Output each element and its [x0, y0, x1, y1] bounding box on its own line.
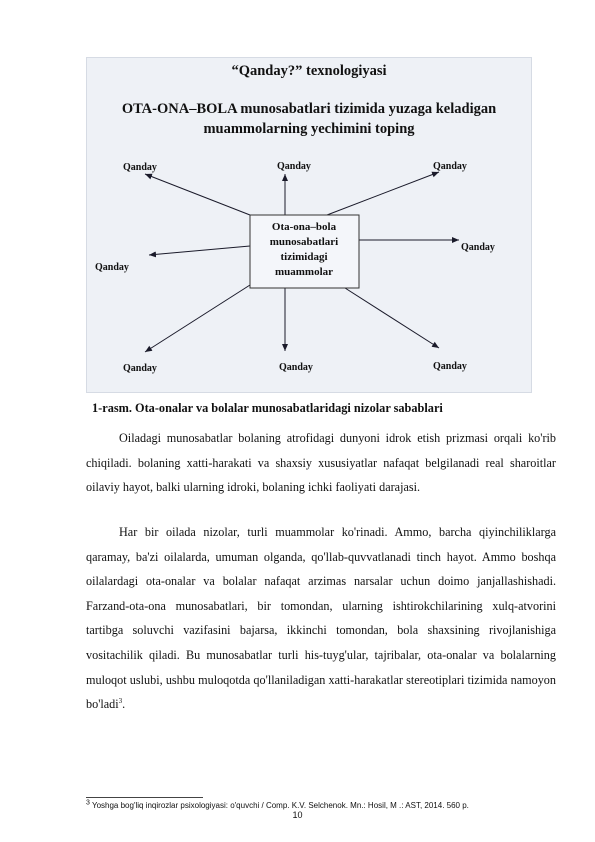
- footnote-divider: [86, 797, 203, 798]
- footnote: [86, 801, 469, 810]
- center-box-line2: munosabatlari: [269, 236, 339, 248]
- paragraph-2: [86, 520, 556, 717]
- spoke-label-left: Qanday: [95, 262, 129, 273]
- footnote-text: Yoshga bog'liq inqirozlar psixologiyasi: o'quvchi / Comp. K.V. Selchenok. Mn.: Hosil, M .: AST, 2014. 560 p.: [89, 801, 469, 810]
- spoke-arrow-top-left: [145, 174, 250, 215]
- paragraph-2-text: Har bir oilada nizolar, turli muammolar ko'rinadi. Ammo, barcha qiyinchiliklarga qaramay, ba'zi oilalarda, umuman olganda, qo'llab-quvvatlanadi tinch hayot. Ammo boshqa oilalardagi ota-onalar va bolalar nafaqat arzimas narsalar uchun doimo janjallashishadi. Farzand-ota-ona munosabatlari, bir tomondan, ularning ishtirokchilarining xulq-atvorini tartibga soluvchi vazifasini bajarsa, ikkinchi tomondan, bola shaxsining rivojlanishiga vositachilik qiladi. Bu munosabatlar turli his-tuyg'ular, tajribalar, ota-onalar va bolalarning muloqot uslubi, ushbu muloqotda qo'llaniladigan xatti-harakatlar stereotiplari tizimida namoyon bo'ladi: [86, 525, 556, 712]
- diagram-heading-line1: OTA-ONA–BOLA munosabatlari tizimida yuzaga keladigan: [121, 101, 497, 117]
- diagram-svg: [87, 58, 531, 392]
- figure-caption: 1-rasm. Ota-onalar va bolalar munosabatlaridagi nizolar sabablari: [92, 401, 443, 415]
- center-box-line3: tizimidagi: [280, 251, 328, 263]
- center-box-line4: muammolar: [274, 266, 334, 278]
- spoke-arrow-bottom-right: [345, 288, 439, 348]
- spoke-label-top: Qanday: [277, 161, 311, 172]
- paragraph-1-text: Oiladagi munosabatlar bolaning atrofidagi dunyoni idrok etish prizmasi orqali ko'rib chiqiladi. bolaning xatti-harakati va shaxsiy xususiyatlar nafaqat belgilanadi real sharoitlar oilaviy hayot, balki ularning idroki, bolaning ichki faoliyati darajasi.: [86, 431, 556, 495]
- spoke-label-bottom-right: Qanday: [433, 361, 467, 372]
- diagram-figure: [86, 57, 532, 393]
- diagram-title: “Qanday?” texnologiyasi: [231, 63, 387, 79]
- spoke-arrow-left: [149, 246, 250, 255]
- footnote-number: 3: [86, 799, 90, 807]
- diagram-heading-line2: muammolarning yechimini toping: [203, 121, 415, 137]
- spoke-label-top-right: Qanday: [433, 161, 467, 172]
- spoke-label-bottom: Qanday: [279, 362, 313, 373]
- spoke-label-top-left: Qanday: [123, 162, 157, 173]
- paragraph-2-end: .: [122, 697, 126, 712]
- spoke-arrow-bottom-left: [145, 285, 250, 352]
- footnote-reference[interactable]: 3: [118, 697, 123, 706]
- spoke-label-right: Qanday: [461, 242, 495, 253]
- page-number: 10: [292, 810, 303, 820]
- center-box-line1: Ota-ona–bola: [271, 221, 337, 233]
- spoke-label-bottom-left: Qanday: [123, 363, 157, 374]
- spoke-arrow-top-right: [327, 172, 439, 215]
- paragraph-1: [86, 426, 556, 500]
